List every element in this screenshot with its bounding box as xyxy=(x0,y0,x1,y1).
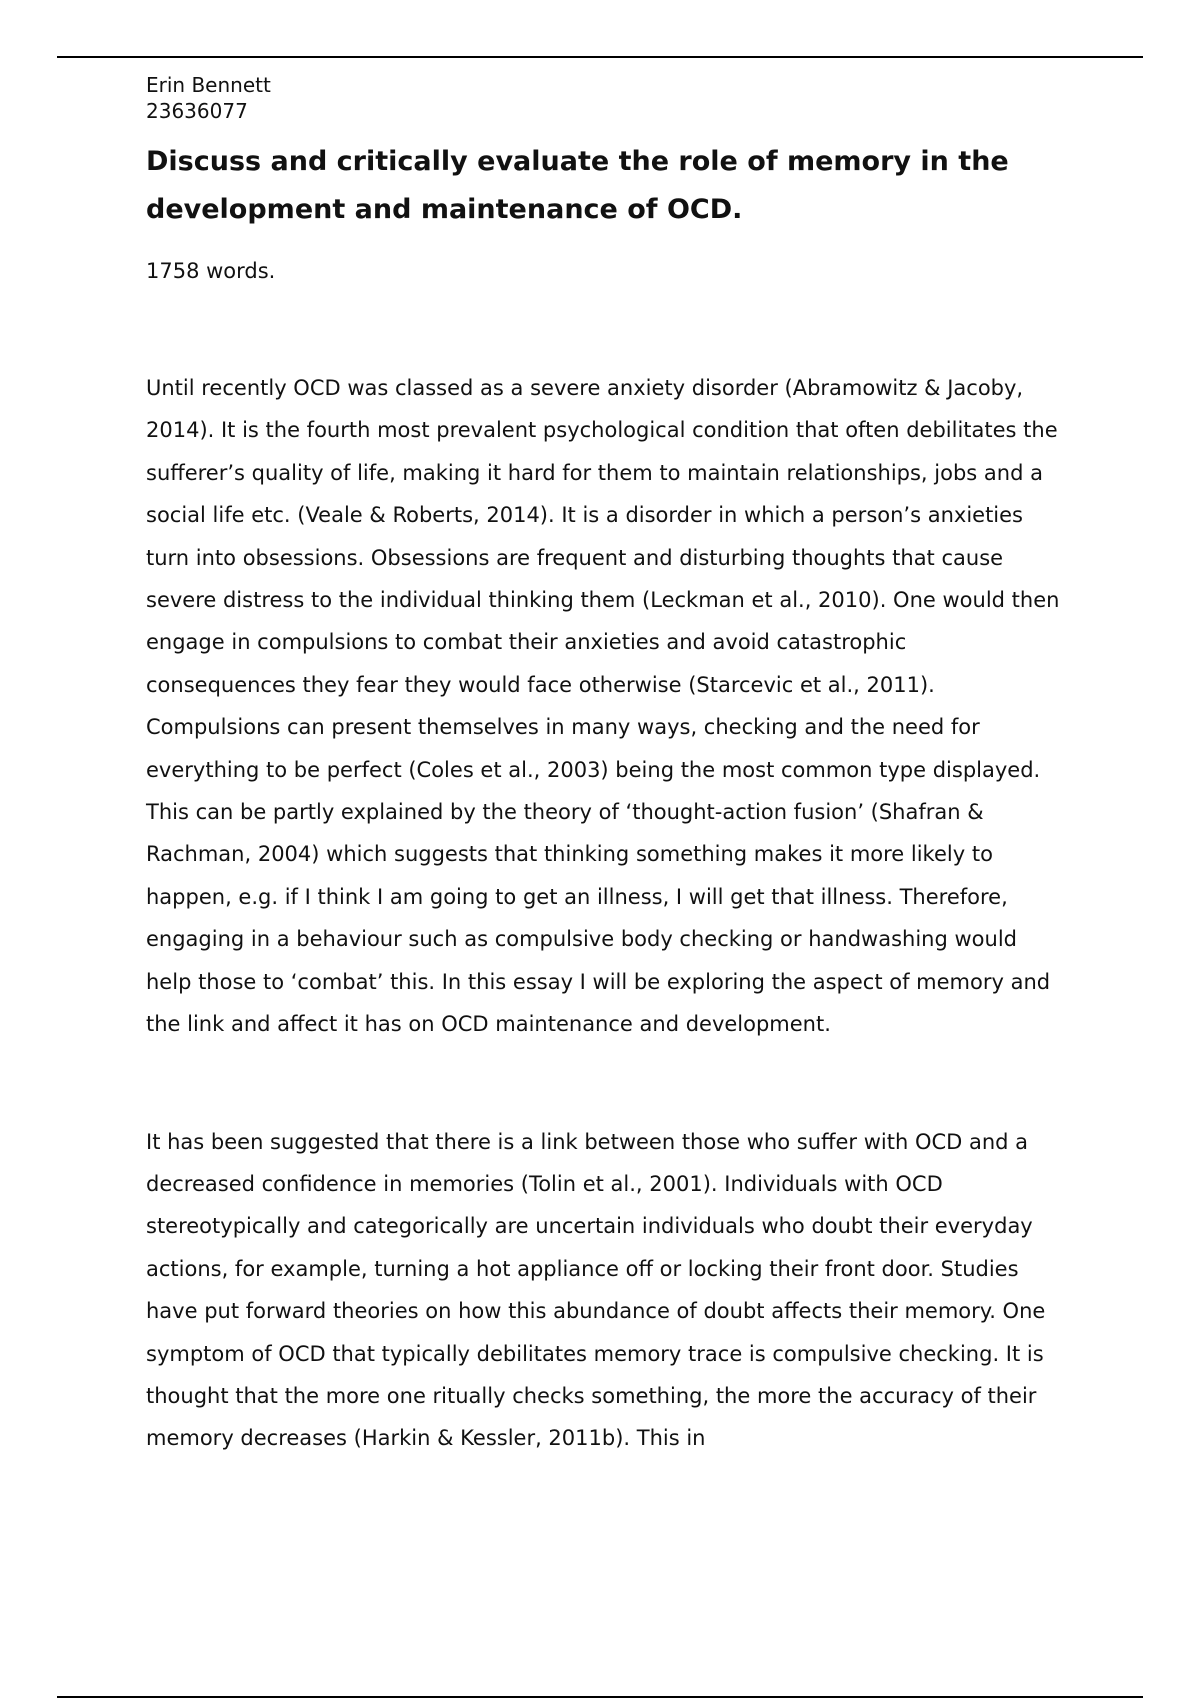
student-id: 23636077 xyxy=(146,99,248,123)
word-count: 1758 words. xyxy=(146,259,276,283)
bottom-rule xyxy=(57,1696,1143,1698)
top-rule xyxy=(57,56,1143,58)
essay-title: Discuss and critically evaluate the role of memory in the development and maintenance of OCD. xyxy=(146,146,1009,225)
paragraph-introduction: Until recently OCD was classed as a severe anxiety disorder (Abramowitz & Jacoby, 2014). It is the fourth most prevalent psychological condition that often debilitates the sufferer’s quality of life, making it hard for them to maintain relationships, jobs and a social life etc. (Veale & Roberts, 2014). It is a disorder in which a person’s anxieties turn into obsessions. Obsessions are frequent and disturbing thoughts that cause severe distress to the individual thinking them (Leckman et al., 2010). One would then engage in compulsions to combat their anxieties and avoid catastrophic consequences they fear they would face otherwise (Starcevic et al., 2011). Compulsions can present themselves in many ways, checking and the need for everything to be perfect (Coles et al., 2003) being the most common type displayed. This can be partly explained by the theory of ‘thought-action fusion’ (Shafran & Rachman, 2004) which suggests that thinking something makes it more likely to happen, e.g. if I think I am going to get an illness, I will get that illness. Therefore, engaging in a behaviour such as compulsive body checking or handwashing would help those to ‘combat’ this. In this essay I will be exploring the aspect of memory and the link and affect it has on OCD maintenance and development. xyxy=(146,376,1060,1037)
author-name: Erin Bennett xyxy=(146,73,271,97)
paragraph-memory-confidence: It has been suggested that there is a link between those who suffer with OCD and a decreased confidence in memories (Tolin et al., 2001). Individuals with OCD stereotypically and categorically are uncertain individuals who doubt their everyday actions, for example, turning a hot appliance off or locking their front door. Studies have put forward theories on how this abundance of doubt affects their memory. One symptom of OCD that typically debilitates memory trace is compulsive checking. It is thought that the more one ritually checks something, the more the accuracy of their memory decreases (Harkin & Kessler, 2011b). This in xyxy=(146,1129,1046,1451)
document-page xyxy=(146,72,1066,1460)
